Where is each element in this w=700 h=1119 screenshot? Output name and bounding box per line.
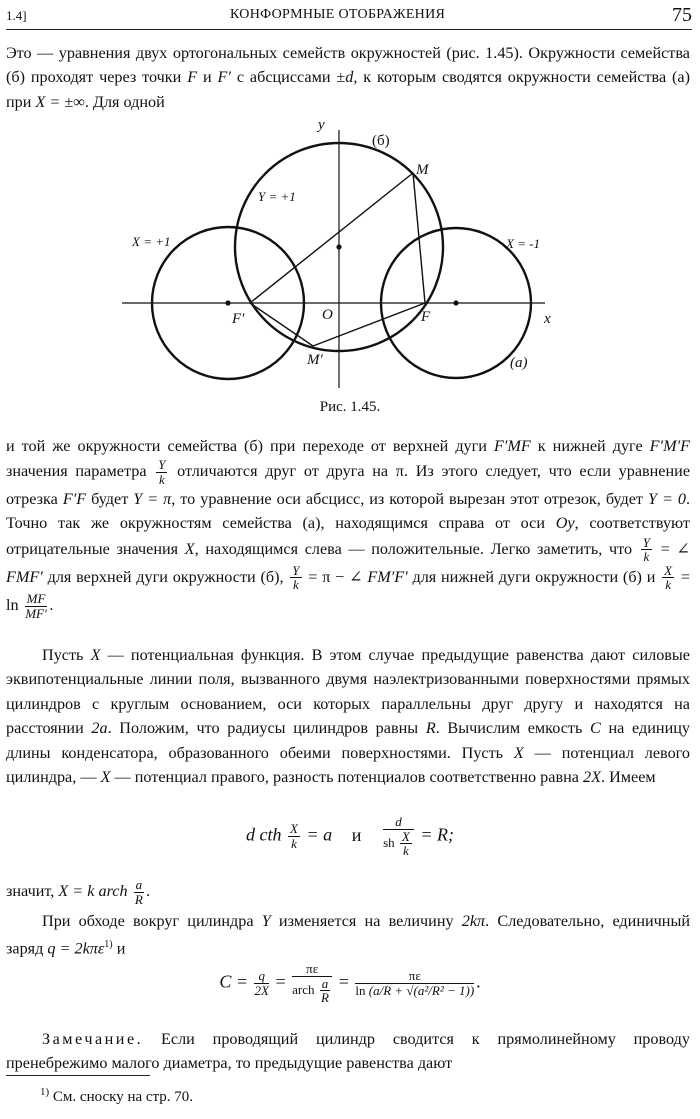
label-m: M — [416, 162, 429, 178]
label-m-prime: M′ — [307, 352, 323, 368]
running-header — [6, 4, 692, 26]
label-b: (б) — [372, 133, 390, 149]
figure-orthogonal-circles — [120, 112, 560, 397]
header-rule — [6, 29, 692, 30]
paragraph-2: и той же окружности семейства (б) при переходе от верхней дуги F′MF к нижней дуге F′M′F значения параметра $\frac{Y}{k}$ отличаются друг от друга на π. Из этого следует, что если уравнение отрезка F′F будет Y = π, то уравнение оси абсцисс, из которой вырезан этот отрезок, будет Y = 0. Точно так же окружностям семейства (а), находящимся справа от оси Oy, соответствуют отрицательные значения X, находящимся слева — положительные. Легко заметить, что $\frac{Y}{k}$ = ∠ FMF′ для верхней дуги окружности (б), $\frac{Y}{k}$ = π − ∠ FM′F′ для нижней дуги окружности (б) и $\frac{X}{k}$ = ln $\frac{MF}{MF'}$ . — [6, 437, 691, 621]
figure-caption: Рис. 1.45. — [319, 399, 381, 415]
equation-1: d cth $\frac{X}{k}$ = a и d sh $\frac{X}{k}$ = R; — [245, 814, 454, 859]
fraction-y-over-k: $\frac{Y}{k}$ — [158, 457, 166, 488]
running-title: КОНФОРМНЫЕ ОТОБРАЖЕНИЯ — [230, 7, 446, 22]
label-y-plus-1: Y = +1 — [258, 189, 296, 204]
page-number: 75 — [672, 4, 692, 26]
label-a: (a) — [510, 355, 528, 371]
label-x-plus-1: X = +1 — [132, 234, 171, 249]
label-x: x — [544, 311, 551, 327]
paragraph-5: Замечание. Если проводящий цилиндр сводится к прямолинейному проводу пренебрежимо малого диаметра, то предыдущие равенства дают — [6, 1030, 690, 1073]
label-f: F — [421, 309, 431, 325]
footnote: $^{1)}$ См. сноску на стр. 70. — [40, 1086, 194, 1105]
line-znachit: значит, X = k arch $\frac{a}{R}$ . — [6, 877, 151, 907]
center-b — [336, 244, 341, 249]
section-number: 1.4] — [6, 8, 27, 23]
chord-m-f — [413, 173, 425, 303]
paragraph-4: При обходе вокруг цилиндра Y изменяется на величину 2kπ. Следовательно, единичный заряд q = 2kπε$^{1)}$ и — [6, 912, 690, 958]
label-y: y — [318, 117, 325, 133]
paragraph-3: Пусть X — потенциальная функция. В этом случае предыдущие равенства дают силовые эквипотенциальные линии поля, вызванного двумя наэлектризованными поверхностями прямых цилиндров с круглым основанием, оси которых параллельны друг другу и находятся на расстоянии 2a. Положим, что радиусы цилиндров равны R. Вычислим емкость C на единицу длины конденсатора, образованного обеими поверхностями. Пусть X — потенциал левого цилиндра, — X — потенциал правого, разность потенциалов соответственно равна 2X. Имеем — [6, 646, 690, 787]
equation-2: C = $\frac{q}{2X}$ = πε arch $\frac{a}{R}$ = $\frac{\pi\varepsilon}{\text{ln (a/R + √(a²/R² − 1))}}$ . — [219, 961, 481, 1006]
center-right — [453, 300, 458, 305]
center-left — [225, 300, 230, 305]
paragraph-1: Это — уравнения двух ортогональных семейств окружностей (рис. 1.45). Окружности семейства (б) проходят через точки F и F′ с абсциссами ±d, к которым сводятся окружности семейства (а) при X = ±∞. Для одной — [6, 44, 690, 111]
label-o: O — [322, 307, 333, 323]
label-x-minus-1: X = -1 — [506, 236, 541, 251]
footnote-rule — [6, 1075, 150, 1076]
label-f-prime: F′ — [232, 311, 245, 327]
